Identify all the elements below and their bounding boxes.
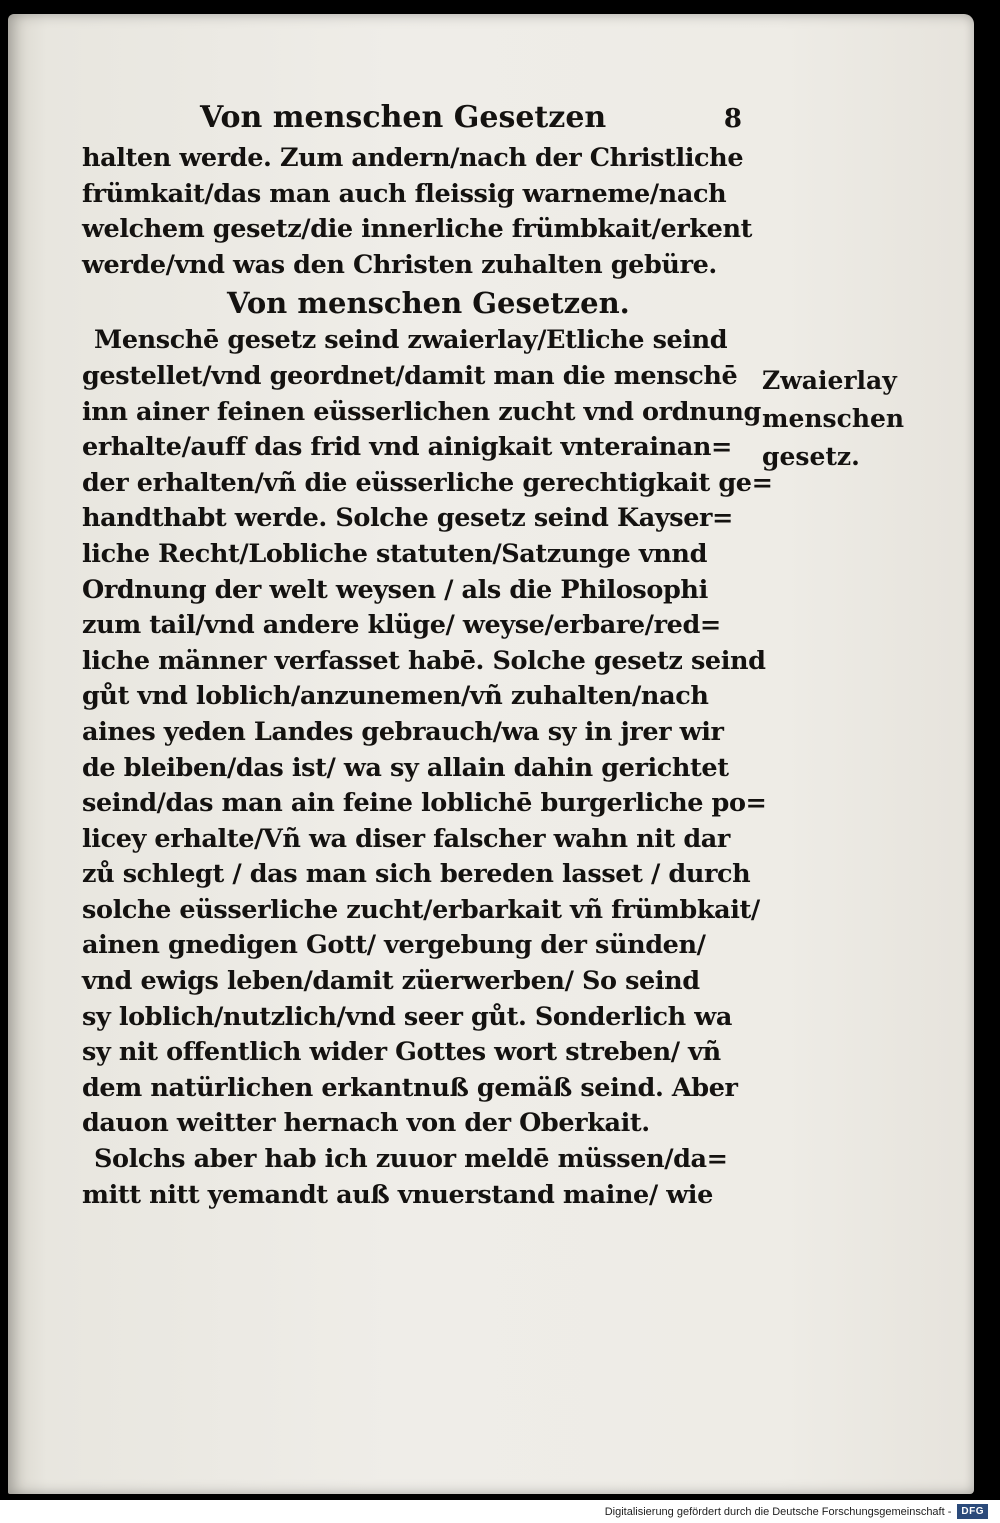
marginal-note-line: menschen: [762, 404, 905, 433]
section-heading: Von menschen Gesetzen.: [227, 286, 630, 321]
text-line: welchem gesetz/die innerliche frümbkait/erkent: [82, 214, 753, 245]
main-text-block: [82, 95, 772, 1213]
text-line: werde/vnd was den Christen zuhalten gebüre.: [82, 249, 717, 280]
text-line: ainen gnedigen Gott/ vergebung der sünden/: [82, 930, 706, 961]
text-line: inn ainer feinen eüsserlichen zucht vnd ordnung: [82, 396, 761, 427]
text-line: zum tail/vnd andere klüge/ weyse/erbare/red=: [82, 610, 721, 641]
running-head-title: Von menschen Gesetzen: [200, 100, 607, 135]
text-line: vnd ewigs leben/damit züerwerben/ So seind: [82, 966, 700, 997]
text-line: sy loblich/nutzlich/vnd seer gůt. Sonderlich wa: [82, 1001, 732, 1032]
text-line: der erhalten/vñ die eüsserliche gerechtigkait ge=: [82, 467, 773, 498]
text-line: Solchs aber hab ich zuuor meldē müssen/da=: [94, 1144, 728, 1175]
text-line: zů schlegt / das man sich bereden lasset / durch: [82, 859, 751, 890]
text-line: liche männer verfasset habē. Solche gesetz seind: [82, 645, 766, 676]
text-line: seind/das man ain feine loblichē burgerliche po=: [82, 788, 767, 819]
dfg-logo: DFG: [957, 1504, 988, 1519]
text-line: erhalte/auff das frid vnd ainigkait vnterainan=: [82, 432, 733, 463]
text-line: frümkait/das man auch fleissig warneme/nach: [82, 178, 727, 209]
marginal-note-line: Zwaierlay: [762, 366, 897, 395]
marginal-note: [762, 362, 904, 476]
text-line: aines yeden Landes gebrauch/wa sy in jrer wir: [82, 716, 724, 747]
text-line: gestellet/vnd geordnet/damit man die menschē: [82, 360, 738, 391]
text-line: licey erhalte/Vñ wa diser falscher wahn nit dar: [82, 823, 730, 854]
running-head: [200, 95, 742, 141]
text-line: Menschē gesetz seind zwaierlay/Etliche seind: [94, 325, 728, 356]
text-line: liche Recht/Lobliche statuten/Satzunge vnnd: [82, 538, 707, 569]
footer-bar: [0, 1500, 1000, 1523]
marginal-note-line: gesetz.: [762, 442, 860, 471]
text-line: dauon weitter hernach von der Oberkait.: [82, 1108, 650, 1139]
text-line: halten werde. Zum andern/nach der Christliche: [82, 143, 744, 173]
text-line: gůt vnd loblich/anzunemen/vñ zuhalten/nach: [82, 681, 709, 712]
text-line: mitt nitt yemandt auß vnuerstand maine/ wie: [82, 1179, 713, 1210]
text-line: de bleiben/das ist/ wa sy allain dahin gerichtet: [82, 752, 729, 783]
page-number: 8: [723, 104, 742, 134]
text-line: handthabt werde. Solche gesetz seind Kayser=: [82, 503, 734, 534]
funding-notice: Digitalisierung gefördert durch die Deutsche Forschungsgemeinschaft -: [604, 1505, 952, 1518]
text-line: sy nit offentlich wider Gottes wort streben/ vñ: [82, 1037, 721, 1068]
text-line: solche eüsserliche zucht/erbarkait vñ frümbkait/: [82, 894, 760, 925]
text-line: Ordnung der welt weysen / als die Philosophi: [82, 574, 708, 605]
text-line: dem natürlichen erkantnuß gemäß seind. Aber: [82, 1072, 738, 1103]
